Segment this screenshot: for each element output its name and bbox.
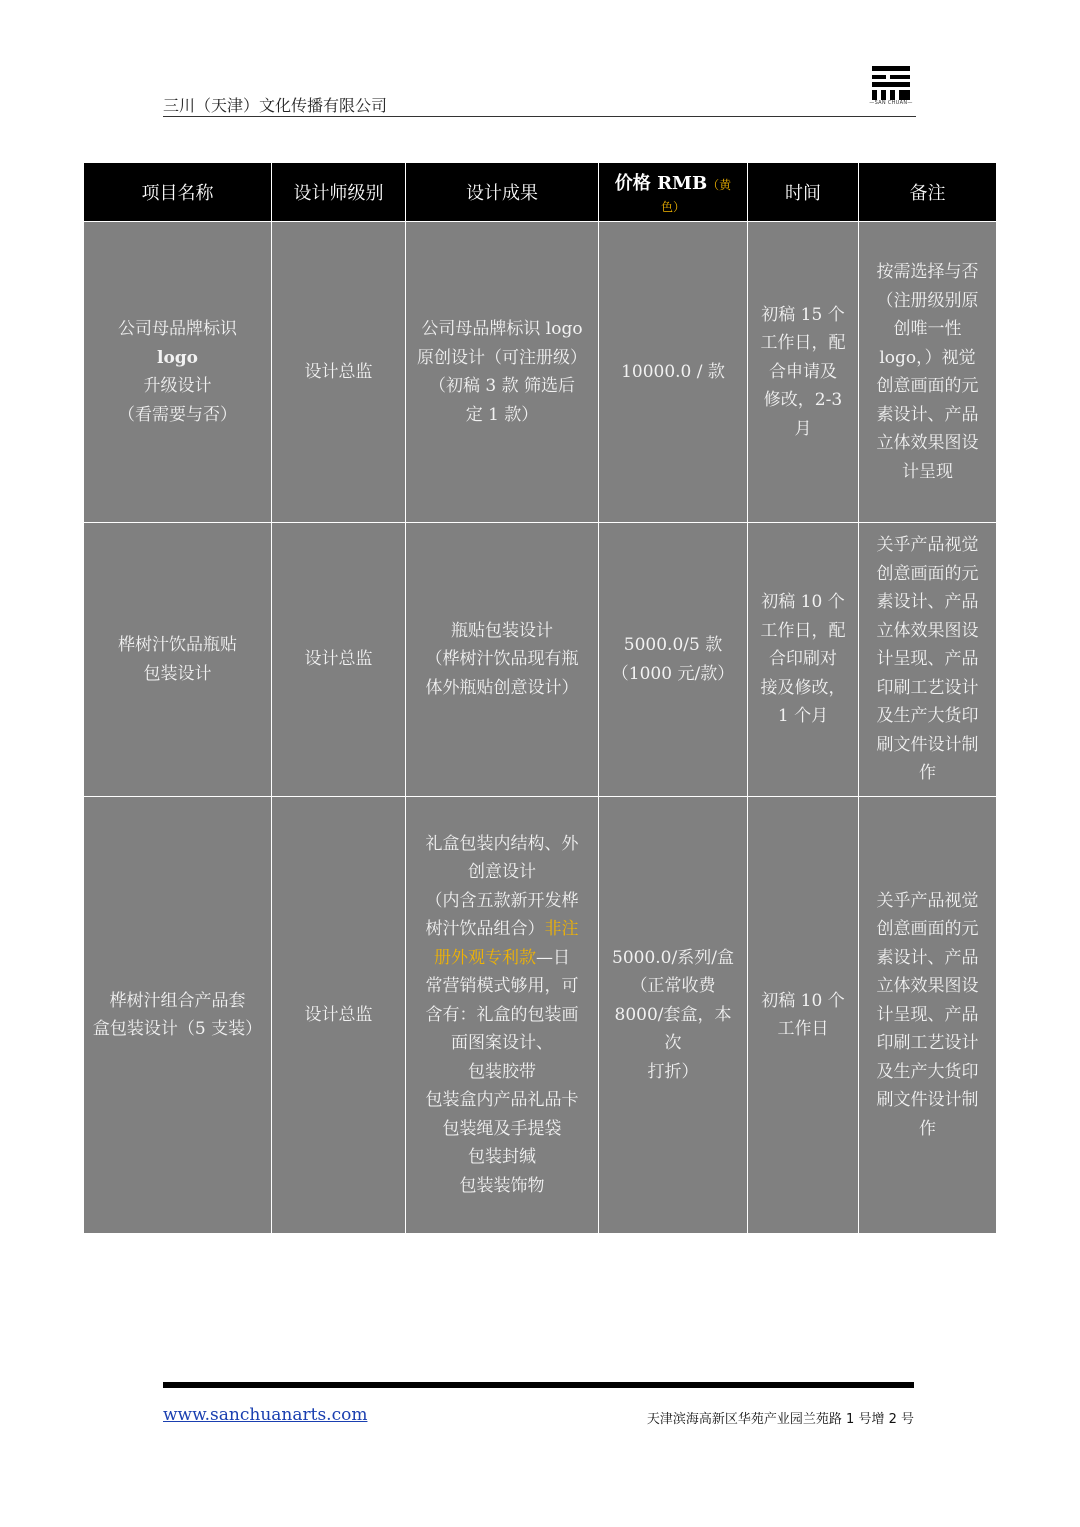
header-name: 项目名称	[84, 163, 272, 222]
cell-line: （初稿 3 款 筛选后	[428, 376, 576, 396]
cell-line: 5000.0/系列/盒	[612, 947, 734, 968]
cell-result	[406, 797, 599, 1234]
cell-time	[748, 797, 859, 1234]
logo-caption: —SAN CHUAN—	[869, 100, 913, 106]
cell-line: 及生产大货印	[876, 706, 979, 727]
cell-note	[859, 523, 997, 797]
cell-line: 定 1 款）	[465, 404, 539, 425]
cell-highlight: 非注	[544, 919, 579, 940]
cell-line: （桦树汁饮品现有瓶	[425, 649, 579, 670]
header-price	[599, 163, 748, 222]
header-price-label: 价格 RMB	[614, 172, 708, 194]
table-header-row	[84, 163, 997, 222]
cell-result	[406, 523, 599, 797]
cell-line: 1 个月	[777, 706, 829, 727]
cell-line: 创唯一性	[893, 319, 962, 339]
cell-line: 礼盒包装内结构、外	[425, 833, 579, 854]
header-level: 设计师级别	[272, 163, 406, 222]
cell-line: 立体效果图设	[876, 433, 979, 453]
cell-line: 合申请及	[769, 361, 837, 382]
cell-line: 作	[919, 1118, 936, 1139]
cell-line: 包装设计	[143, 663, 212, 684]
header-result: 设计成果	[406, 163, 599, 222]
cell-line: 工作日，配	[760, 620, 846, 641]
footer-divider	[163, 1382, 914, 1388]
cell-line: 10000.0 / 款	[621, 361, 725, 382]
cell-line: 包装盒内产品礼品卡	[425, 1090, 579, 1111]
cell-line: （内含五款新开发桦	[425, 890, 579, 911]
cell-line: 素设计、产品	[876, 947, 979, 968]
cell-line: 创意画面的元	[876, 563, 979, 584]
cell-line	[414, 915, 590, 944]
table-row	[84, 222, 997, 523]
cell-line: 月	[794, 418, 812, 439]
cell-line: （注册级别原	[876, 290, 979, 311]
cell-line	[414, 944, 590, 973]
cell-line: 8000/套盒，本次	[614, 1004, 732, 1054]
company-name: 三川（天津）文化传播有限公司	[163, 96, 388, 115]
cell-line: 原创设计（可注册级）	[417, 347, 587, 368]
header-divider	[163, 116, 916, 117]
cell-line: 包装封缄	[468, 1147, 536, 1168]
cell-line: 初稿 15 个	[761, 304, 845, 325]
cell-line: 印刷工艺设计	[876, 1033, 979, 1054]
cell-line: logo，）视觉	[879, 347, 976, 368]
cell-line: 刷文件设计制	[876, 1090, 979, 1111]
cell-line: 包装装饰物	[459, 1175, 545, 1196]
cell-line: 初稿 10 个	[761, 592, 845, 613]
cell-highlight: 册外观专利款	[434, 947, 536, 968]
cell-line: 按需选择与否	[876, 262, 979, 282]
cell-line: 含有：礼盒的包装画	[425, 1004, 579, 1025]
cell-name	[84, 797, 272, 1234]
cell-line: 接及修改，	[760, 677, 846, 698]
cell-level: 设计总监	[272, 523, 406, 797]
cell-line: 常营销模式够用，可	[425, 976, 579, 997]
cell-line: 素设计、产品	[876, 592, 979, 613]
cell-level: 设计总监	[272, 797, 406, 1234]
cell-line: 桦树汁饮品瓶贴	[118, 635, 237, 655]
cell-text: —日	[536, 947, 570, 968]
cell-line: 工作日，配	[760, 333, 846, 354]
cell-line: 修改，2-3	[763, 390, 843, 411]
cell-line: 面图案设计、	[451, 1033, 553, 1054]
pricing-table	[83, 162, 997, 1234]
cell-note	[859, 222, 997, 523]
cell-line: 创意设计	[468, 862, 536, 883]
cell-line: 初稿 10 个	[761, 990, 845, 1011]
cell-line: 瓶贴包装设计	[451, 620, 553, 641]
cell-line: 工作日	[777, 1019, 829, 1039]
table-row	[84, 523, 997, 797]
cell-line: 包装胶带	[468, 1061, 536, 1082]
cell-line: 升级设计	[143, 376, 212, 396]
cell-result	[406, 222, 599, 523]
cell-line: 创意画面的元	[876, 376, 979, 396]
cell-time	[748, 222, 859, 523]
cell-line: logo	[156, 347, 199, 368]
cell-name	[84, 523, 272, 797]
cell-price	[599, 797, 748, 1234]
cell-name	[84, 222, 272, 523]
cell-price	[599, 523, 748, 797]
header-price-note: （黄色）	[660, 177, 732, 214]
cell-line: 关乎产品视觉	[876, 890, 979, 911]
cell-time	[748, 523, 859, 797]
cell-line: 计呈现	[902, 461, 953, 482]
cell-line: 立体效果图设	[876, 976, 979, 997]
website-link[interactable]: www.sanchuanarts.com	[163, 1405, 368, 1425]
cell-text: 树汁饮品组合）	[425, 919, 545, 940]
cell-line: 计呈现、产品	[876, 1004, 979, 1025]
cell-line: 刷文件设计制	[876, 734, 979, 755]
cell-line: （1000 元/款）	[611, 663, 735, 684]
cell-note	[859, 797, 997, 1234]
header-note: 备注	[859, 163, 997, 222]
cell-line: （正常收费	[630, 976, 716, 997]
cell-line: 印刷工艺设计	[876, 677, 979, 698]
cell-level: 设计总监	[272, 222, 406, 523]
cell-line: 关乎产品视觉	[876, 535, 979, 556]
cell-line: 创意画面的元	[876, 919, 979, 940]
cell-line: 包装绳及手提袋	[442, 1118, 562, 1139]
cell-line: 计呈现、产品	[876, 649, 979, 670]
cell-line: 盒包装设计（5 支装）	[92, 1019, 263, 1039]
table-row	[84, 797, 997, 1234]
company-address: 天津滨海高新区华苑产业园兰苑路 1 号增 2 号	[646, 1412, 914, 1427]
cell-price	[599, 222, 748, 523]
cell-line: 作	[919, 763, 936, 784]
cell-line: 桦树汁组合产品套	[109, 990, 246, 1011]
cell-line: 打折）	[647, 1061, 699, 1082]
cell-line: 合印刷对	[769, 649, 837, 670]
cell-line: 体外瓶贴创意设计）	[425, 677, 579, 698]
cell-line: 立体效果图设	[876, 620, 979, 641]
cell-line: 5000.0/5 款	[623, 635, 723, 655]
cell-line: 公司母品牌标识 logo	[421, 319, 583, 339]
cell-line: 素设计、产品	[876, 404, 979, 425]
cell-line: 公司母品牌标识	[118, 319, 237, 339]
cell-line: 及生产大货印	[876, 1061, 979, 1082]
header-time: 时间	[748, 163, 859, 222]
cell-line: （看需要与否）	[118, 404, 237, 425]
